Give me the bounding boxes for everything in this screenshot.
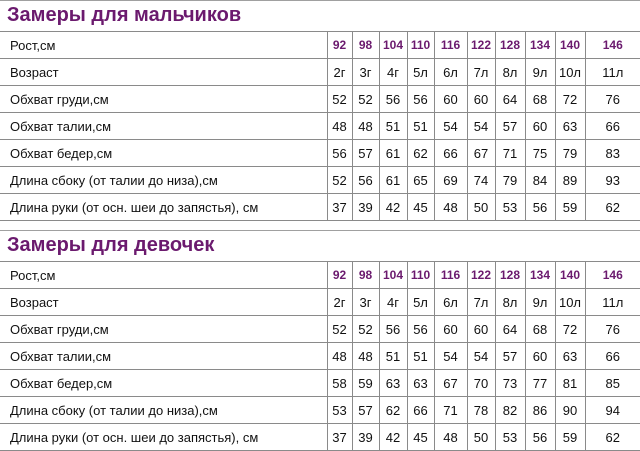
table-cell: 146 [585, 32, 640, 59]
table-cell: 7л [467, 289, 495, 316]
table-cell: 60 [525, 113, 555, 140]
table-cell: 50 [467, 424, 495, 451]
table-cell: 60 [434, 86, 467, 113]
table-cell: 11л [585, 59, 640, 86]
table-cell: 104 [379, 32, 407, 59]
table-cell: 77 [525, 370, 555, 397]
table-cell: 63 [555, 113, 585, 140]
table-cell: 128 [495, 32, 525, 59]
table-cell: 48 [352, 343, 379, 370]
table-cell: 72 [555, 86, 585, 113]
table-cell: 59 [555, 424, 585, 451]
table-cell: 89 [555, 167, 585, 194]
table-cell: 57 [352, 140, 379, 167]
table-row [0, 316, 640, 343]
table-cell: 78 [467, 397, 495, 424]
table-cell: 5л [407, 289, 434, 316]
table-cell: 76 [585, 86, 640, 113]
table-cell: 74 [467, 167, 495, 194]
table-row [0, 113, 640, 140]
table-cell: 98 [352, 32, 379, 59]
table-cell: 9л [525, 289, 555, 316]
table-cell: 66 [407, 397, 434, 424]
row-label: Длина сбоку (от талии до низа),см [0, 397, 327, 424]
boys-title: Замеры для мальчиков [0, 0, 640, 32]
table-cell: 51 [379, 343, 407, 370]
table-cell: 134 [525, 32, 555, 59]
table-cell: 73 [495, 370, 525, 397]
table-cell: 3г [352, 289, 379, 316]
table-row [0, 424, 640, 451]
table-cell: 92 [327, 262, 352, 289]
table-cell: 65 [407, 167, 434, 194]
table-cell: 4г [379, 289, 407, 316]
table-cell: 48 [352, 113, 379, 140]
girls-section [0, 230, 640, 451]
table-cell: 51 [379, 113, 407, 140]
table-cell: 64 [495, 86, 525, 113]
table-cell: 66 [585, 113, 640, 140]
table-cell: 51 [407, 113, 434, 140]
girls-size-table [0, 262, 640, 451]
table-cell: 71 [495, 140, 525, 167]
table-cell: 2г [327, 59, 352, 86]
table-cell: 56 [352, 167, 379, 194]
table-cell: 134 [525, 262, 555, 289]
table-cell: 45 [407, 194, 434, 221]
table-cell: 60 [467, 86, 495, 113]
table-cell: 8л [495, 289, 525, 316]
table-cell: 39 [352, 194, 379, 221]
table-cell: 42 [379, 194, 407, 221]
table-cell: 60 [434, 316, 467, 343]
table-cell: 140 [555, 32, 585, 59]
row-label: Длина руки (от осн. шеи до запястья), см [0, 424, 327, 451]
table-row [0, 289, 640, 316]
table-cell: 116 [434, 32, 467, 59]
table-cell: 79 [555, 140, 585, 167]
table-cell: 56 [525, 194, 555, 221]
table-cell: 61 [379, 167, 407, 194]
table-cell: 39 [352, 424, 379, 451]
row-label: Рост,см [0, 262, 327, 289]
table-cell: 48 [434, 424, 467, 451]
table-cell: 6л [434, 59, 467, 86]
table-cell: 48 [327, 343, 352, 370]
row-label: Обхват груди,см [0, 86, 327, 113]
row-label: Обхват бедер,см [0, 140, 327, 167]
table-cell: 2г [327, 289, 352, 316]
row-label: Длина сбоку (от талии до низа),см [0, 167, 327, 194]
table-cell: 81 [555, 370, 585, 397]
table-cell: 122 [467, 262, 495, 289]
girls-title: Замеры для девочек [0, 230, 640, 262]
table-cell: 67 [467, 140, 495, 167]
table-cell: 110 [407, 262, 434, 289]
table-cell: 58 [327, 370, 352, 397]
table-cell: 56 [379, 316, 407, 343]
table-cell: 57 [495, 113, 525, 140]
table-cell: 56 [379, 86, 407, 113]
table-cell: 48 [327, 113, 352, 140]
table-cell: 93 [585, 167, 640, 194]
table-cell: 37 [327, 194, 352, 221]
table-row [0, 86, 640, 113]
table-cell: 82 [495, 397, 525, 424]
table-cell: 5л [407, 59, 434, 86]
table-cell: 140 [555, 262, 585, 289]
table-row [0, 397, 640, 424]
row-label: Возраст [0, 59, 327, 86]
table-row [0, 140, 640, 167]
table-cell: 10л [555, 59, 585, 86]
table-cell: 62 [407, 140, 434, 167]
table-cell: 9л [525, 59, 555, 86]
table-cell: 86 [525, 397, 555, 424]
table-cell: 52 [352, 316, 379, 343]
table-cell: 54 [434, 343, 467, 370]
boys-section [0, 0, 640, 221]
table-cell: 62 [585, 194, 640, 221]
table-cell: 53 [495, 194, 525, 221]
table-row [0, 343, 640, 370]
table-cell: 71 [434, 397, 467, 424]
row-label: Обхват талии,см [0, 343, 327, 370]
table-cell: 57 [352, 397, 379, 424]
table-cell: 8л [495, 59, 525, 86]
table-cell: 54 [434, 113, 467, 140]
table-cell: 7л [467, 59, 495, 86]
table-cell: 62 [585, 424, 640, 451]
table-cell: 75 [525, 140, 555, 167]
table-cell: 59 [555, 194, 585, 221]
table-cell: 50 [467, 194, 495, 221]
table-cell: 83 [585, 140, 640, 167]
table-cell: 6л [434, 289, 467, 316]
table-cell: 52 [327, 167, 352, 194]
table-cell: 54 [467, 343, 495, 370]
table-cell: 3г [352, 59, 379, 86]
table-cell: 63 [555, 343, 585, 370]
table-row [0, 370, 640, 397]
table-cell: 76 [585, 316, 640, 343]
table-cell: 53 [495, 424, 525, 451]
table-cell: 110 [407, 32, 434, 59]
table-cell: 104 [379, 262, 407, 289]
table-cell: 10л [555, 289, 585, 316]
table-cell: 56 [407, 86, 434, 113]
table-cell: 69 [434, 167, 467, 194]
table-cell: 98 [352, 262, 379, 289]
table-cell: 85 [585, 370, 640, 397]
table-row [0, 167, 640, 194]
table-row [0, 262, 640, 289]
table-cell: 90 [555, 397, 585, 424]
table-row [0, 32, 640, 59]
table-cell: 59 [352, 370, 379, 397]
table-cell: 67 [434, 370, 467, 397]
row-label: Возраст [0, 289, 327, 316]
boys-size-table [0, 32, 640, 221]
table-cell: 128 [495, 262, 525, 289]
table-cell: 56 [327, 140, 352, 167]
table-cell: 51 [407, 343, 434, 370]
table-cell: 66 [585, 343, 640, 370]
table-cell: 56 [525, 424, 555, 451]
table-cell: 37 [327, 424, 352, 451]
table-cell: 92 [327, 32, 352, 59]
table-cell: 52 [327, 86, 352, 113]
table-cell: 63 [379, 370, 407, 397]
table-cell: 94 [585, 397, 640, 424]
row-label: Рост,см [0, 32, 327, 59]
table-cell: 52 [327, 316, 352, 343]
table-cell: 42 [379, 424, 407, 451]
table-cell: 45 [407, 424, 434, 451]
table-row [0, 59, 640, 86]
table-cell: 57 [495, 343, 525, 370]
table-cell: 68 [525, 86, 555, 113]
table-cell: 48 [434, 194, 467, 221]
table-cell: 62 [379, 397, 407, 424]
table-cell: 116 [434, 262, 467, 289]
table-cell: 60 [467, 316, 495, 343]
table-cell: 146 [585, 262, 640, 289]
table-cell: 72 [555, 316, 585, 343]
row-label: Длина руки (от осн. шеи до запястья), см [0, 194, 327, 221]
row-label: Обхват груди,см [0, 316, 327, 343]
table-cell: 61 [379, 140, 407, 167]
table-cell: 66 [434, 140, 467, 167]
table-cell: 4г [379, 59, 407, 86]
table-cell: 64 [495, 316, 525, 343]
table-cell: 52 [352, 86, 379, 113]
table-row [0, 194, 640, 221]
row-label: Обхват талии,см [0, 113, 327, 140]
table-cell: 60 [525, 343, 555, 370]
table-cell: 11л [585, 289, 640, 316]
table-cell: 53 [327, 397, 352, 424]
table-cell: 79 [495, 167, 525, 194]
table-cell: 54 [467, 113, 495, 140]
table-cell: 56 [407, 316, 434, 343]
table-cell: 63 [407, 370, 434, 397]
table-cell: 84 [525, 167, 555, 194]
table-cell: 122 [467, 32, 495, 59]
table-cell: 70 [467, 370, 495, 397]
table-cell: 68 [525, 316, 555, 343]
row-label: Обхват бедер,см [0, 370, 327, 397]
